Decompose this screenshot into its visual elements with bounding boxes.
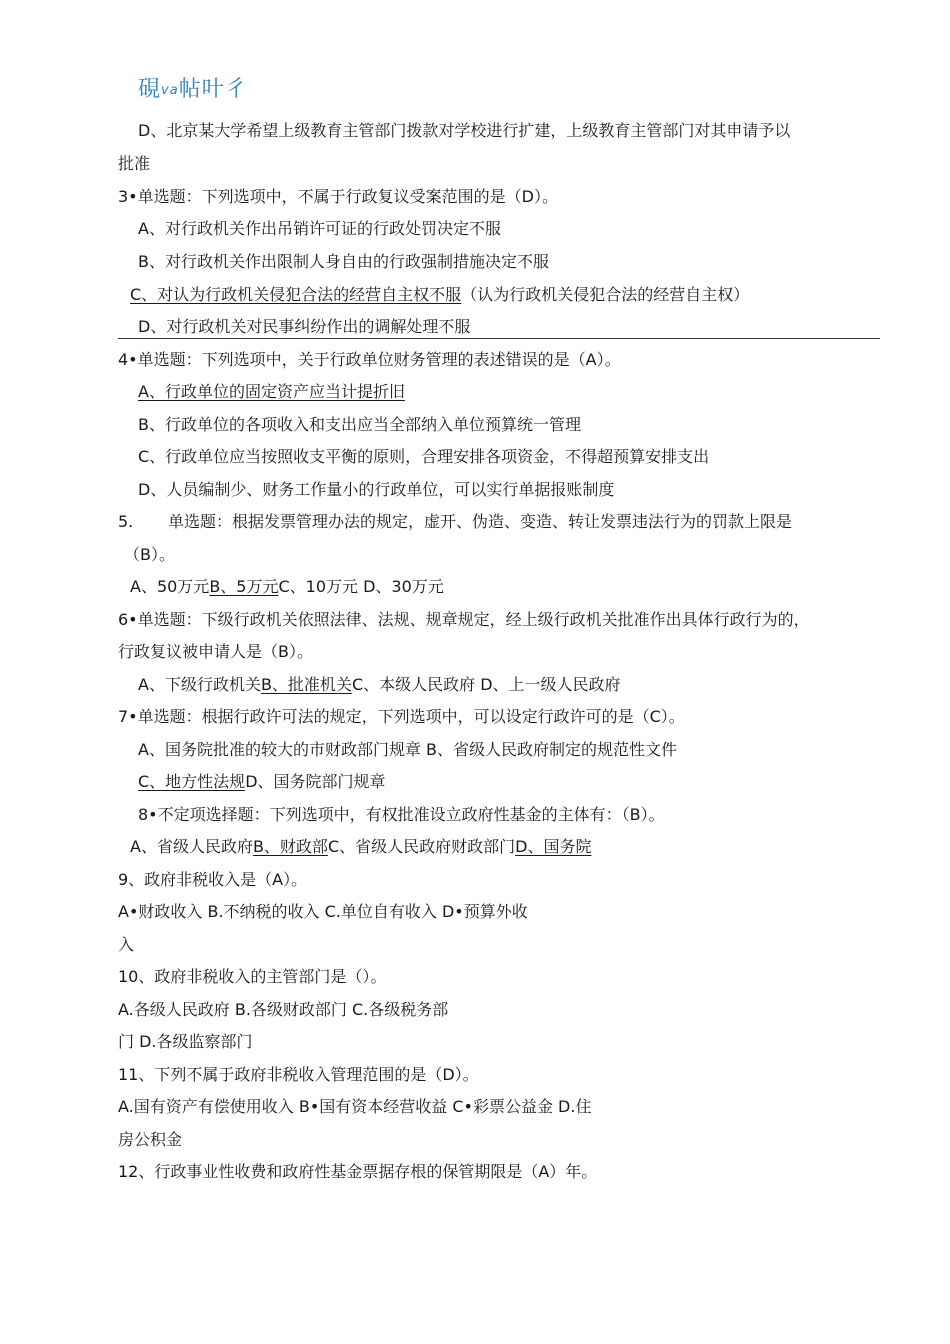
question-7: 7•单选题：根据行政许可法的规定，下列选项中，可以设定行政许可的是（C）。 <box>118 707 685 726</box>
question-4-option-a-answer: A、行政单位的固定资产应当计提折旧 <box>138 382 405 401</box>
question-11: 11、下列不属于政府非税收入管理范围的是（D）。 <box>118 1065 479 1084</box>
question-6-options <box>138 674 621 696</box>
question-6-cont: 行政复议被申请人是（B）。 <box>118 642 313 661</box>
question-10-options: A.各级人民政府 B.各级财政部门 C.各级税务部 <box>118 1000 449 1019</box>
question-4-option-c: C、行政单位应当按照收支平衡的原则，合理安排各项资金，不得超预算安排支出 <box>138 447 710 466</box>
question-4: 4•单选题：下列选项中，关于行政单位财务管理的表述错误的是（A）。 <box>118 350 621 369</box>
question-3: 3•单选题：下列选项中，不属于行政复议受案范围的是（D）。 <box>118 187 558 206</box>
question-9-options: A•财政收入 B.不纳税的收入 C.单位自有收入 D•预算外收 <box>118 902 528 921</box>
question-10-options-cont: 门 D.各级监察部门 <box>118 1032 253 1051</box>
question-12: 12、行政事业性收费和政府性基金票据存根的保管期限是（A）年。 <box>118 1162 598 1181</box>
question-2-option-d-cont: 批准 <box>118 154 151 173</box>
question-6: 6•单选题：下级行政机关依照法律、法规、规章规定，经上级行政机关批准作出具体行政行为的， <box>118 610 810 629</box>
question-3-option-c-note: （认为行政机关侵犯合法的经营自主权） <box>461 285 750 304</box>
question-4-option-a <box>138 381 405 403</box>
question-5: 单选题：根据发票管理办法的规定，虚开、伪造、变造、转让发票违法行为的罚款上限是 <box>168 512 793 531</box>
question-8-option-d-answer: D、国务院 <box>515 837 592 856</box>
question-6-option-a: A、下级行政机关 <box>138 675 261 694</box>
question-2-option-d: D、北京某大学希望上级教育主管部门拨款对学校进行扩建，上级教育主管部门对其申请予以 <box>138 121 791 140</box>
question-11-options-cont: 房公积金 <box>118 1130 183 1149</box>
question-10: 10、政府非税收入的主管部门是（）。 <box>118 967 387 986</box>
header-text-2: 帖叶彳 <box>178 77 248 102</box>
question-7-option-d: D、国务院部门规章 <box>245 772 386 791</box>
question-4-option-d: D、人员编制少、财务工作量小的行政单位，可以实行单据报账制度 <box>138 480 615 499</box>
question-9: 9、政府非税收入是（A）。 <box>118 870 308 889</box>
page-header-logo <box>138 72 248 103</box>
question-3-option-d: D、对行政机关对民事纠纷作出的调解处理不服 <box>138 317 471 336</box>
question-8-option-c: C、省级人民政府财政部门 <box>327 837 516 856</box>
question-5-options <box>130 576 444 598</box>
question-8-option-b-answer: B、财政部 <box>252 837 328 856</box>
question-3-option-c <box>130 284 749 306</box>
question-5-option-a: A、50万元 <box>130 577 210 596</box>
question-11-options: A.国有资产有偿使用收入 B•国有资本经营收益 C•彩票公益金 D.住 <box>118 1097 592 1116</box>
question-8-option-a: A、省级人民政府 <box>130 837 253 856</box>
question-8-options <box>130 836 591 858</box>
header-text-1: 硯 <box>138 77 162 102</box>
horizontal-divider <box>118 338 880 339</box>
question-6-option-b-answer: B、批准机关 <box>260 675 352 694</box>
header-text-small: va <box>161 83 179 98</box>
question-4-option-b: B、行政单位的各项收入和支出应当全部纳入单位预算统一管理 <box>138 415 581 434</box>
question-5-number: 5. <box>118 512 134 531</box>
question-5-option-b-answer: B、5万元 <box>209 577 279 596</box>
question-7-option-c-answer: C、地方性法规 <box>138 772 246 791</box>
question-7-options-cd <box>138 771 386 793</box>
question-9-options-cont: 入 <box>118 935 135 954</box>
question-3-option-b: B、对行政机关作出限制人身自由的行政强制措施决定不服 <box>138 252 549 271</box>
question-3-option-c-answer: C、对认为行政机关侵犯合法的经营自主权不服 <box>130 285 462 304</box>
question-5-answer: （B）。 <box>124 545 175 564</box>
question-8: 8•不定项选择题：下列选项中，有权批准设立政府性基金的主体有：（B）。 <box>138 805 665 824</box>
question-3-option-a: A、对行政机关作出吊销许可证的行政处罚决定不服 <box>138 219 501 238</box>
question-5-option-cd: C、10万元 D、30万元 <box>278 577 444 596</box>
question-7-option-ab: A、国务院批准的较大的市财政部门规章 B、省级人民政府制定的规范性文件 <box>138 740 678 759</box>
question-6-option-cd: C、本级人民政府 D、上一级人民政府 <box>351 675 621 694</box>
